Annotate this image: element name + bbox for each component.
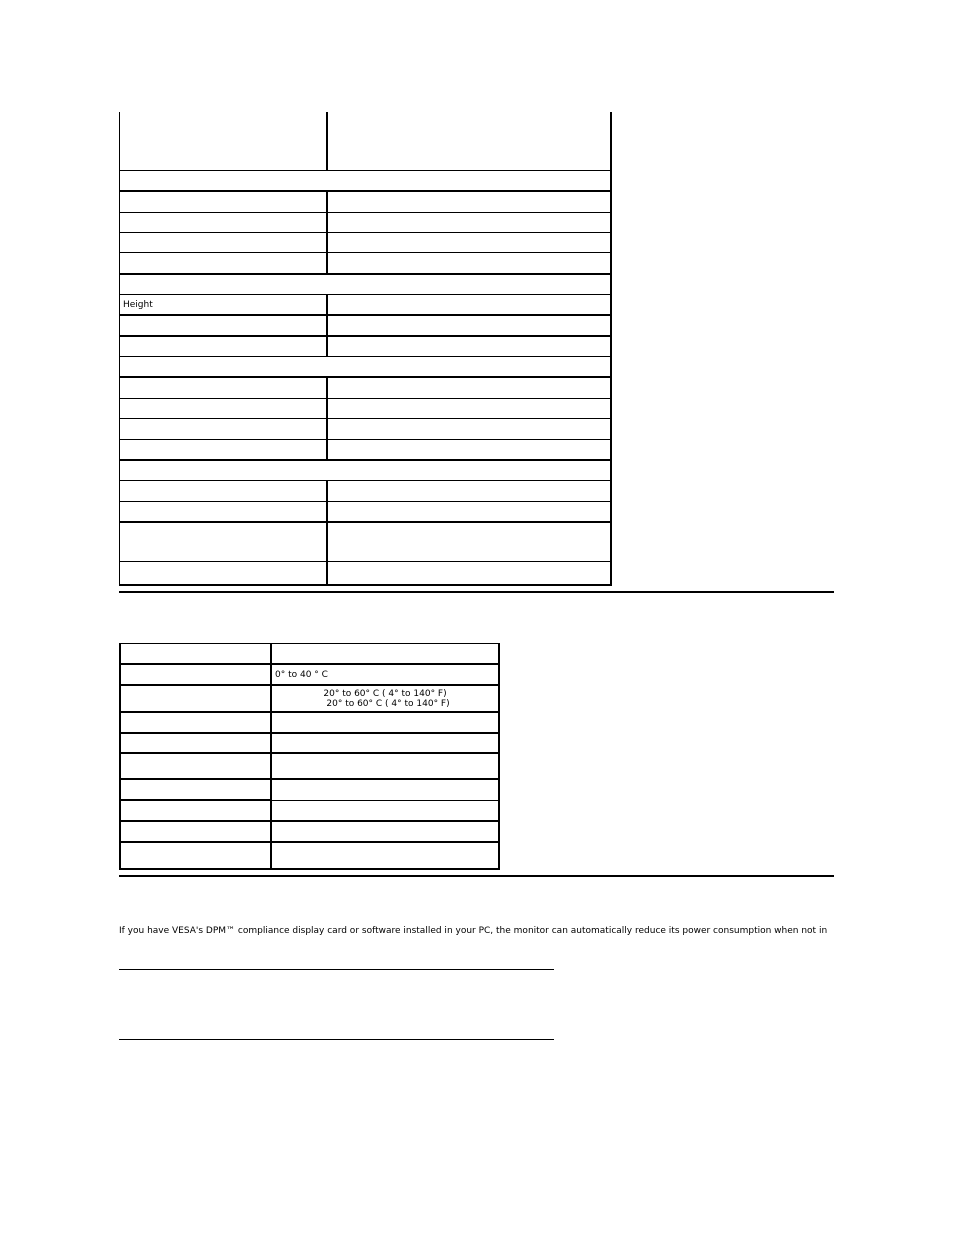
table1-row-label	[120, 523, 326, 561]
table-top-rule	[119, 969, 554, 970]
table1-row-label	[120, 502, 326, 521]
table-bottom-rule	[119, 1039, 554, 1040]
table1-row-value	[328, 233, 610, 252]
table2-row-value	[272, 822, 498, 841]
table2-row-value	[272, 754, 498, 778]
table1-right-border	[610, 112, 612, 586]
table2-row-label	[121, 665, 270, 684]
table1-row-value	[328, 337, 610, 356]
table1-row-label	[120, 399, 326, 418]
table1-row-label	[120, 192, 326, 212]
table2-row-label	[121, 780, 270, 799]
table1-row-label	[120, 316, 326, 335]
table2-row-label	[121, 713, 270, 732]
table1-section-header	[120, 357, 610, 376]
table2-row-value	[272, 780, 498, 799]
table1-row-value	[328, 316, 610, 335]
table1-bottom-border	[119, 584, 612, 586]
table2-row-value	[272, 801, 498, 820]
table1-row-label: Height	[123, 300, 153, 310]
table2-row-label	[121, 801, 270, 820]
table1-section-header	[120, 275, 610, 294]
table1-row-value	[328, 562, 610, 584]
non-operating-temperature-value	[272, 686, 498, 711]
table1-row-value	[328, 295, 610, 315]
table1-row-value	[328, 378, 610, 398]
power-management-paragraph: If you have VESA's DPM™ compliance display card or software installed in your PC, the monitor can automatically reduce its power consumption when not in	[119, 926, 828, 936]
table1-row-label	[120, 440, 326, 459]
table1-section-header	[120, 171, 610, 190]
table1-row-label	[120, 378, 326, 398]
table1-row-label	[120, 233, 326, 252]
non-operating-temperature-line-2: 20° to 60° C ( 4° to 140° F)	[326, 698, 450, 709]
table2-row-value	[272, 713, 498, 732]
table1-row-label	[120, 562, 326, 584]
table2-row-label	[121, 843, 270, 868]
table1-row-label	[120, 419, 326, 439]
table1-row-value	[328, 481, 610, 501]
table1-row-value	[328, 440, 610, 459]
table1-row-value	[328, 523, 610, 561]
table2-row-label	[121, 754, 270, 778]
section-divider	[119, 591, 834, 593]
table2-row-label	[121, 822, 270, 841]
table1-row-label	[120, 481, 326, 501]
table1-row-label	[120, 337, 326, 356]
table2-row-value	[272, 734, 498, 752]
table2-right-border	[498, 643, 500, 870]
table1-row-label	[120, 253, 326, 273]
table2-bottom-border	[119, 868, 500, 870]
section-divider	[119, 875, 834, 877]
table1-section-header	[120, 461, 610, 480]
non-operating-temperature-line-1: 20° to 60° C ( 4° to 140° F)	[323, 688, 447, 699]
table2-row-label	[121, 734, 270, 752]
table1-row-value	[328, 399, 610, 418]
table1-row-value	[328, 502, 610, 521]
table1-row-value	[328, 192, 610, 212]
table1-row-value	[328, 112, 610, 170]
table1-row-value	[328, 213, 610, 232]
table2-row-value	[272, 843, 498, 868]
table1-row-value	[328, 253, 610, 273]
operating-temperature-value: 0° to 40 ° C	[275, 669, 328, 680]
table1-row-label	[120, 213, 326, 232]
table1-row-label	[120, 112, 326, 170]
table2-row-label	[121, 686, 270, 711]
table1-row-value	[328, 419, 610, 439]
table2-row-label	[121, 644, 270, 663]
table2-row-value	[272, 644, 498, 663]
